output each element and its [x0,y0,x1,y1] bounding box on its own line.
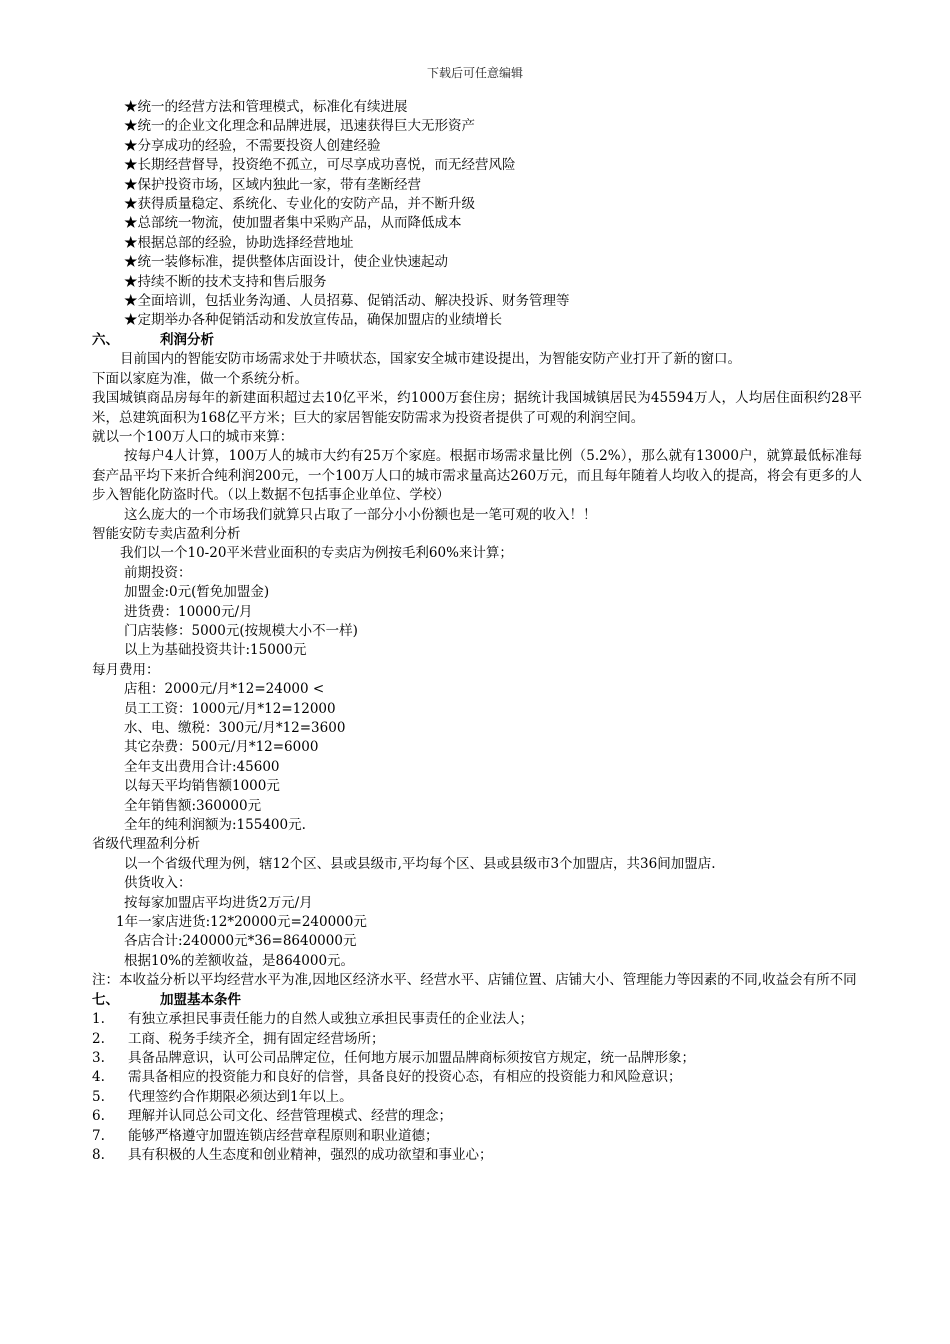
benefit-item: ★统一装修标准，提供整体店面设计，使企业快速起动 [124,254,448,271]
section-title: 利润分析 [160,331,214,348]
condition-number: 8. [92,1146,105,1163]
monthly-item: 全年的纯利润额为:155400元. [124,817,306,834]
condition-item [92,1107,862,1126]
section-number: 七、 [92,991,119,1008]
condition-item [92,1010,862,1029]
benefit-item: ★分享成功的经验，不需要投资人创建经验 [124,137,381,154]
provincial-profit-title: 省级代理盈利分析 [92,836,200,853]
condition-number: 5. [92,1088,105,1105]
benefit-item: ★保护投资市场，区域内独此一家，带有垄断经营 [124,176,421,193]
condition-text: 能够严格遵守加盟连锁店经营章程原则和职业道德； [128,1127,439,1144]
condition-text: 工商、税务手续齐全，拥有固定经营场所； [128,1030,385,1047]
store-profit-title: 智能安防专卖店盈利分析 [92,525,241,542]
condition-text: 代理签约合作期限必须达到1年以上。 [128,1088,353,1105]
monthly-item: 其它杂费：500元/月*12=6000 [124,739,319,756]
initial-item: 门店装修：5000元(按规模大小不一样) [124,622,358,639]
benefits-list [92,98,862,331]
condition-item [92,1088,862,1107]
provincial-item: 各店合计:240000元*36=8640000元 [124,933,357,950]
condition-item [92,1146,862,1165]
paragraph-housing: 我国城镇商品房每年的新建面积超过去10亿平米，约1000万套住房；据统计我国城镇居民为45594万人，人均居住面积约28平米，总建筑面积为168亿平方米；巨大的家居智能安防需求为投资者提供了可观的利润空间。 [92,390,862,426]
provincial-item: 供货收入： [124,875,192,892]
benefit-item: ★根据总部的经验，协助选择经营地址 [124,234,354,251]
monthly-item: 员工工资：1000元/月*12=12000 [124,700,336,717]
condition-text: 需具备相应的投资能力和良好的信誉，具备良好的投资心态，有相应的投资能力和风险意识； [128,1069,682,1086]
condition-item [92,1030,862,1049]
benefit-item: ★长期经营督导，投资绝不孤立，可尽享成功喜悦，而无经营风险 [124,157,516,174]
condition-number: 3. [92,1049,105,1066]
benefit-item: ★获得质量稳定、系统化、专业化的安防产品，并不断升级 [124,196,475,213]
condition-number: 6. [92,1108,105,1125]
condition-item [92,1068,862,1087]
condition-number: 2. [92,1030,105,1047]
initial-item: 加盟金:0元(暂免加盟金) [124,584,270,601]
paragraph-family: 下面以家庭为准，做一个系统分析。 [92,370,308,387]
condition-number: 1. [92,1011,105,1028]
paragraph-market: 目前国内的智能安防市场需求处于井喷状态，国家安全城市建设提出，为智能安防产业打开了新的窗口。 [120,351,741,368]
condition-item [92,1127,862,1146]
paragraph-calculation: 按每户4人计算，100万人的城市大约有25万个家庭。根据市场需求量比例（5.2%），那么就有13000户，就算最低标准每套产品平均下来折合纯利润200元，一个100万人口的城市需求量高达260万元，而且每年随着人均收入的提高，将会有更多的人步入智能化防盗时代。（以上数据不包括事企业单位、学校） [92,448,862,504]
store-intro: 我们以一个10-20平米营业面积的专卖店为例按毛利60%来计算； [120,545,513,562]
benefit-item: ★定期举办各种促销活动和发放宣传品，确保加盟店的业绩增长 [124,312,502,329]
section-number: 六、 [92,331,119,348]
benefit-item: ★统一的企业文化理念和品牌进展，迅速获得巨大无形资产 [124,118,475,135]
benefit-item: ★全面培训，包括业务沟通、人员招募、促销活动、解决投诉、财务管理等 [124,293,570,310]
initial-item: 进货费：10000元/月 [124,603,253,620]
condition-text: 具有积极的人生态度和创业精神，强烈的成功欲望和事业心； [128,1146,493,1163]
initial-investment-label: 前期投资： [124,564,192,581]
monthly-item: 水、电、缴税：300元/月*12=3600 [124,720,346,736]
condition-text: 有独立承担民事责任能力的自然人或独立承担民事责任的企业法人； [128,1011,533,1028]
conditions-list [92,1010,862,1165]
condition-item [92,1049,862,1068]
monthly-item: 全年支出费用合计:45600 [124,758,280,775]
section-title: 加盟基本条件 [160,991,241,1008]
monthly-item: 以每天平均销售额1000元 [124,778,280,795]
condition-number: 7. [92,1127,105,1144]
benefit-item: ★持续不断的技术支持和售后服务 [124,273,327,290]
paragraph-conclusion: 这么庞大的一个市场我们就算只占取了一部分小小份额也是一笔可观的收入！！ [124,506,597,523]
section-6-heading [92,331,862,350]
initial-item: 以上为基础投资共计:15000元 [124,642,307,659]
provincial-item: 根据10%的差额收益，是864000元。 [124,952,355,969]
provincial-item: 以一个省级代理为例，辖12个区、县或县级市,平均每个区、县或县级市3个加盟店，共36间加盟店. [124,855,716,872]
profit-note: 注：本收益分析以平均经营水平为准,因地区经济水平、经营水平、店铺位置、店铺大小、管理能力等因素的不同,收益会有所不同 [92,972,857,989]
condition-text: 理解并认同总公司文化、经营管理模式、经营的理念； [128,1108,452,1125]
monthly-cost-label: 每月费用： [92,661,160,678]
monthly-item: 全年销售额:360000元 [124,797,262,814]
document-body [92,98,862,1165]
paragraph-city: 就以一个100万人口的城市来算： [92,428,294,445]
section-7-heading [92,991,862,1010]
benefit-item: ★总部统一物流，使加盟者集中采购产品，从而降低成本 [124,215,462,232]
monthly-item: 店租：2000元/月*12=24000 < [124,681,325,698]
page-header: 下载后可任意编辑 [426,66,523,80]
provincial-item: 按每家加盟店平均进货2万元/月 [124,894,313,911]
condition-text: 具备品牌意识，认可公司品牌定位，任何地方展示加盟品牌商标须按官方规定，统一品牌形象； [128,1049,695,1066]
benefit-item: ★统一的经营方法和管理模式，标准化有续进展 [124,99,408,115]
provincial-item: 1年一家店进货:12*20000元=240000元 [116,914,367,931]
condition-number: 4. [92,1069,105,1086]
